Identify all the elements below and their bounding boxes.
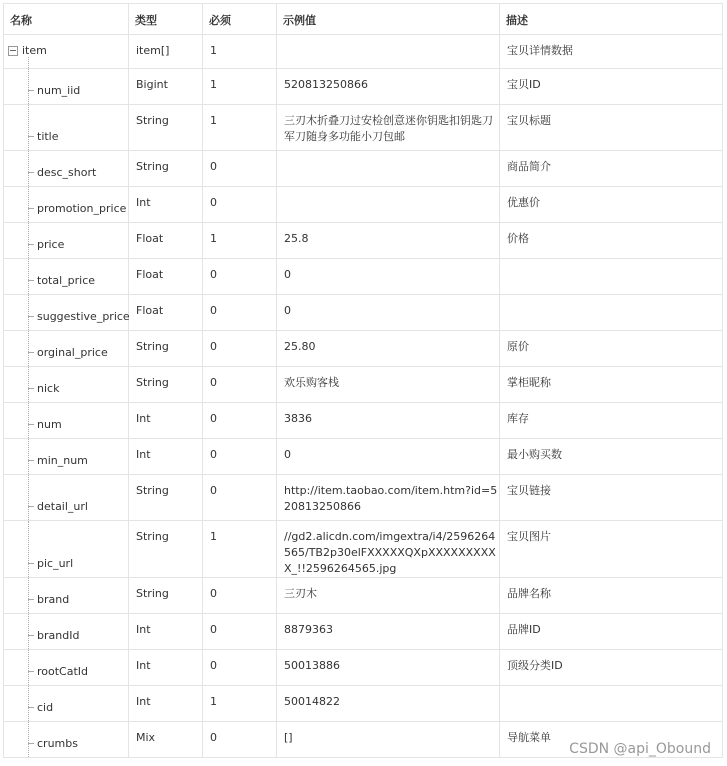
- field-required-cell: [203, 187, 277, 223]
- field-name-cell: [4, 686, 129, 722]
- field-required: 1: [210, 530, 217, 543]
- field-name-cell: [4, 521, 129, 578]
- field-type-cell: [129, 521, 203, 578]
- field-example-cell: [277, 578, 500, 614]
- tree-line: [28, 331, 29, 366]
- field-name-cell: [4, 578, 129, 614]
- tree-branch: [28, 352, 34, 353]
- field-required-cell: [203, 295, 277, 331]
- field-required-cell: [203, 259, 277, 295]
- tree-line: [28, 295, 29, 330]
- field-type-cell: [129, 151, 203, 187]
- field-type: Float: [136, 304, 164, 317]
- field-type: String: [136, 160, 169, 173]
- field-description: 原价: [507, 340, 529, 353]
- field-name-cell: [4, 331, 129, 367]
- tree-line: [28, 259, 29, 294]
- field-example: 3836: [284, 412, 312, 425]
- field-example-cell: [277, 439, 500, 475]
- field-description: 品牌名称: [507, 587, 551, 600]
- field-required-cell: [203, 686, 277, 722]
- field-example-cell: [277, 331, 500, 367]
- field-example-cell: [277, 223, 500, 259]
- field-type-cell: [129, 614, 203, 650]
- table-row: [4, 331, 723, 367]
- field-name-cell: [4, 105, 129, 151]
- field-name: num_iid: [37, 84, 81, 97]
- field-example-cell: [277, 105, 500, 151]
- field-example-cell: [277, 69, 500, 105]
- field-required: 0: [210, 160, 217, 173]
- field-example: 0: [284, 268, 291, 281]
- field-example: [277, 35, 499, 43]
- field-required-cell: [203, 105, 277, 151]
- field-name: num: [37, 418, 62, 431]
- field-example-cell: [277, 151, 500, 187]
- field-example: 25.80: [284, 340, 316, 353]
- field-type: Int: [136, 659, 151, 672]
- field-example-cell: [277, 295, 500, 331]
- field-description: 商品简介: [507, 160, 551, 173]
- tree-branch: [28, 136, 34, 137]
- tree-line: [28, 69, 29, 104]
- tree-line: [28, 578, 29, 613]
- field-description: 最小购买数: [507, 448, 562, 461]
- field-description-cell: [500, 331, 723, 367]
- field-example-cell: [277, 367, 500, 403]
- field-required-cell: [203, 722, 277, 758]
- field-type: String: [136, 484, 169, 497]
- field-required-cell: [203, 475, 277, 521]
- field-name: brand: [37, 593, 70, 606]
- tree-line: [28, 57, 29, 68]
- field-example-cell: [277, 722, 500, 758]
- field-name: rootCatId: [37, 665, 89, 678]
- field-name-cell: [4, 151, 129, 187]
- field-name: total_price: [37, 274, 96, 287]
- field-example: 三刃木: [284, 587, 317, 600]
- tree-line: [28, 722, 29, 757]
- field-description: 优惠价: [507, 196, 540, 209]
- table-row: [4, 223, 723, 259]
- field-required-cell: [203, 69, 277, 105]
- field-example: 欢乐购客栈: [284, 376, 339, 389]
- table-row: [4, 105, 723, 151]
- header-description: 描述: [500, 4, 723, 35]
- field-name: item: [22, 44, 47, 57]
- field-type: Bigint: [136, 78, 168, 91]
- field-name-cell: [4, 223, 129, 259]
- field-required: 1: [210, 78, 217, 91]
- field-description-cell: [500, 105, 723, 151]
- table-row: [4, 578, 723, 614]
- field-example: []: [284, 731, 293, 744]
- field-name: desc_short: [37, 166, 97, 179]
- field-example-cell: [277, 187, 500, 223]
- field-description: 库存: [507, 412, 529, 425]
- collapse-toggle-icon[interactable]: [8, 46, 18, 56]
- field-name-cell: [4, 650, 129, 686]
- tree-branch: [28, 599, 34, 600]
- field-name-cell: [4, 295, 129, 331]
- field-required: 1: [210, 695, 217, 708]
- field-description-cell: [500, 475, 723, 521]
- field-required-cell: [203, 35, 277, 69]
- tree-line: [28, 151, 29, 186]
- field-type-cell: [129, 69, 203, 105]
- table-row: [4, 69, 723, 105]
- field-name-cell: [4, 722, 129, 758]
- field-type-cell: [129, 187, 203, 223]
- field-description-cell: [500, 614, 723, 650]
- field-type-cell: [129, 367, 203, 403]
- field-example-cell: [277, 521, 500, 578]
- field-required-cell: [203, 223, 277, 259]
- tree-line: [28, 521, 29, 577]
- table-row: [4, 439, 723, 475]
- field-example: 25.8: [284, 232, 309, 245]
- field-required-cell: [203, 331, 277, 367]
- tree-line: [28, 650, 29, 685]
- tree-line: [28, 105, 29, 150]
- tree-branch: [28, 90, 34, 91]
- field-example: 50013886: [284, 659, 340, 672]
- field-required: 0: [210, 268, 217, 281]
- field-type-cell: [129, 578, 203, 614]
- field-type: Mix: [136, 731, 156, 744]
- field-description: 掌柜昵称: [507, 376, 551, 389]
- tree-line: [28, 187, 29, 222]
- field-example: [277, 151, 499, 159]
- field-description-cell: [500, 295, 723, 331]
- field-type: Int: [136, 623, 151, 636]
- tree-branch: [28, 635, 34, 636]
- field-type: Int: [136, 196, 151, 209]
- field-type-cell: [129, 650, 203, 686]
- field-description-cell: [500, 187, 723, 223]
- field-type-cell: [129, 686, 203, 722]
- field-description: [500, 686, 722, 694]
- field-description-cell: [500, 151, 723, 187]
- field-example: [277, 187, 499, 195]
- field-name: title: [37, 130, 59, 143]
- field-description: 导航菜单: [507, 731, 551, 744]
- tree-branch: [28, 316, 34, 317]
- table-row: [4, 295, 723, 331]
- tree-line: [28, 403, 29, 438]
- field-required: 0: [210, 340, 217, 353]
- field-description-cell: [500, 69, 723, 105]
- tree-branch: [28, 506, 34, 507]
- field-description: 价格: [507, 232, 529, 245]
- field-example: 0: [284, 448, 291, 461]
- field-example-cell: [277, 403, 500, 439]
- field-type: String: [136, 340, 169, 353]
- field-description-cell: [500, 223, 723, 259]
- field-name: pic_url: [37, 557, 74, 570]
- field-description: 顶级分类ID: [507, 659, 563, 672]
- field-type-cell: [129, 223, 203, 259]
- field-name-cell: [4, 475, 129, 521]
- field-name: brandId: [37, 629, 80, 642]
- field-required: 0: [210, 623, 217, 636]
- field-required: 0: [210, 448, 217, 461]
- tree-branch: [28, 563, 34, 564]
- field-example: 8879363: [284, 623, 333, 636]
- field-required-cell: [203, 578, 277, 614]
- field-type-cell: [129, 475, 203, 521]
- field-required: 0: [210, 731, 217, 744]
- field-name: cid: [37, 701, 54, 714]
- field-example: //gd2.alicdn.com/imgextra/i4/2596264565/TB2p30elFXXXXXQXpXXXXXXXXXX_!!2596264565.jpg: [284, 530, 496, 575]
- field-required: 0: [210, 196, 217, 209]
- tree-line: [28, 439, 29, 474]
- field-example-cell: [277, 614, 500, 650]
- table-row: [4, 686, 723, 722]
- field-required: 0: [210, 412, 217, 425]
- field-name: min_num: [37, 454, 88, 467]
- field-name-cell: [4, 403, 129, 439]
- table-row: [4, 35, 723, 69]
- field-required: 0: [210, 304, 217, 317]
- field-type: String: [136, 530, 169, 543]
- field-description-cell: [500, 35, 723, 69]
- field-required: 1: [210, 114, 217, 127]
- field-example: 三刃木折叠刀过安检创意迷你钥匙扣钥匙刀军刀随身多功能小刀包邮: [284, 114, 493, 143]
- field-example: 50014822: [284, 695, 340, 708]
- field-description-cell: [500, 686, 723, 722]
- field-name: crumbs: [37, 737, 78, 750]
- tree-branch: [28, 172, 34, 173]
- tree-branch: [28, 244, 34, 245]
- field-description-cell: [500, 650, 723, 686]
- field-description: [500, 295, 722, 303]
- field-required-cell: [203, 403, 277, 439]
- table-row: [4, 187, 723, 223]
- table-row: [4, 403, 723, 439]
- field-name: suggestive_price: [37, 310, 130, 323]
- tree-branch: [28, 388, 34, 389]
- field-required-cell: [203, 151, 277, 187]
- field-description: 宝贝详情数据: [507, 44, 573, 57]
- field-required-cell: [203, 650, 277, 686]
- table-row: [4, 475, 723, 521]
- field-example-cell: [277, 686, 500, 722]
- watermark: CSDN @api_Obound: [569, 741, 711, 757]
- tree-line: [28, 475, 29, 520]
- table-row: [4, 151, 723, 187]
- tree-branch: [28, 707, 34, 708]
- field-description-cell: [500, 367, 723, 403]
- tree-branch: [28, 280, 34, 281]
- table-row: [4, 614, 723, 650]
- field-type-cell: [129, 439, 203, 475]
- field-type: Float: [136, 268, 164, 281]
- field-description-cell: [500, 521, 723, 578]
- tree-branch: [28, 208, 34, 209]
- field-required: 0: [210, 484, 217, 497]
- field-name: promotion_price: [37, 202, 127, 215]
- tree-line: [28, 614, 29, 649]
- field-description: [500, 259, 722, 267]
- field-description-cell: [500, 403, 723, 439]
- header-required: 必须: [203, 4, 277, 35]
- field-required-cell: [203, 367, 277, 403]
- header-name: 名称: [4, 4, 129, 35]
- field-description: 宝贝标题: [507, 114, 551, 127]
- field-name-cell: [4, 35, 129, 69]
- field-name: detail_url: [37, 500, 88, 513]
- field-example: 520813250866: [284, 78, 368, 91]
- field-name-cell: [4, 614, 129, 650]
- field-type-cell: [129, 403, 203, 439]
- field-type: Int: [136, 695, 151, 708]
- field-type-cell: [129, 331, 203, 367]
- table-row: [4, 259, 723, 295]
- field-name: nick: [37, 382, 60, 395]
- field-description: 宝贝链接: [507, 484, 551, 497]
- table-row: [4, 367, 723, 403]
- field-example-cell: [277, 475, 500, 521]
- field-type-cell: [129, 105, 203, 151]
- field-description-cell: [500, 259, 723, 295]
- header-type: 类型: [129, 4, 203, 35]
- field-example-cell: [277, 35, 500, 69]
- field-type: String: [136, 587, 169, 600]
- field-name-cell: [4, 439, 129, 475]
- tree-branch: [28, 743, 34, 744]
- field-name-cell: [4, 367, 129, 403]
- tree-branch: [28, 460, 34, 461]
- field-required: 0: [210, 376, 217, 389]
- field-name: orginal_price: [37, 346, 108, 359]
- field-example: http://item.taobao.com/item.htm?id=520813250866: [284, 484, 498, 513]
- field-description-cell: [500, 578, 723, 614]
- field-type-cell: [129, 722, 203, 758]
- field-type-cell: [129, 35, 203, 69]
- header-example: 示例值: [277, 4, 500, 35]
- field-description: 品牌ID: [507, 623, 541, 636]
- field-type: Int: [136, 412, 151, 425]
- field-example-cell: [277, 259, 500, 295]
- tree-line: [28, 367, 29, 402]
- field-required: 0: [210, 659, 217, 672]
- field-required: 1: [210, 44, 217, 57]
- table-header-row: [4, 4, 723, 35]
- field-required: 1: [210, 232, 217, 245]
- tree-line: [28, 223, 29, 258]
- field-type: String: [136, 376, 169, 389]
- tree-branch: [28, 424, 34, 425]
- field-required-cell: [203, 439, 277, 475]
- table-row: [4, 521, 723, 578]
- field-required-cell: [203, 521, 277, 578]
- api-fields-table: [3, 3, 723, 758]
- field-example: 0: [284, 304, 291, 317]
- field-name: price: [37, 238, 65, 251]
- field-name-cell: [4, 69, 129, 105]
- field-type-cell: [129, 295, 203, 331]
- field-required: 0: [210, 587, 217, 600]
- field-type: item[]: [136, 44, 170, 57]
- tree-branch: [28, 671, 34, 672]
- field-description-cell: [500, 439, 723, 475]
- field-name-cell: [4, 259, 129, 295]
- field-description: 宝贝图片: [507, 530, 551, 543]
- field-example-cell: [277, 650, 500, 686]
- tree-line: [28, 686, 29, 721]
- field-type: String: [136, 114, 169, 127]
- field-description: 宝贝ID: [507, 78, 541, 91]
- field-type: Float: [136, 232, 164, 245]
- field-type: Int: [136, 448, 151, 461]
- field-type-cell: [129, 259, 203, 295]
- field-name-cell: [4, 187, 129, 223]
- field-required-cell: [203, 614, 277, 650]
- table-row: [4, 650, 723, 686]
